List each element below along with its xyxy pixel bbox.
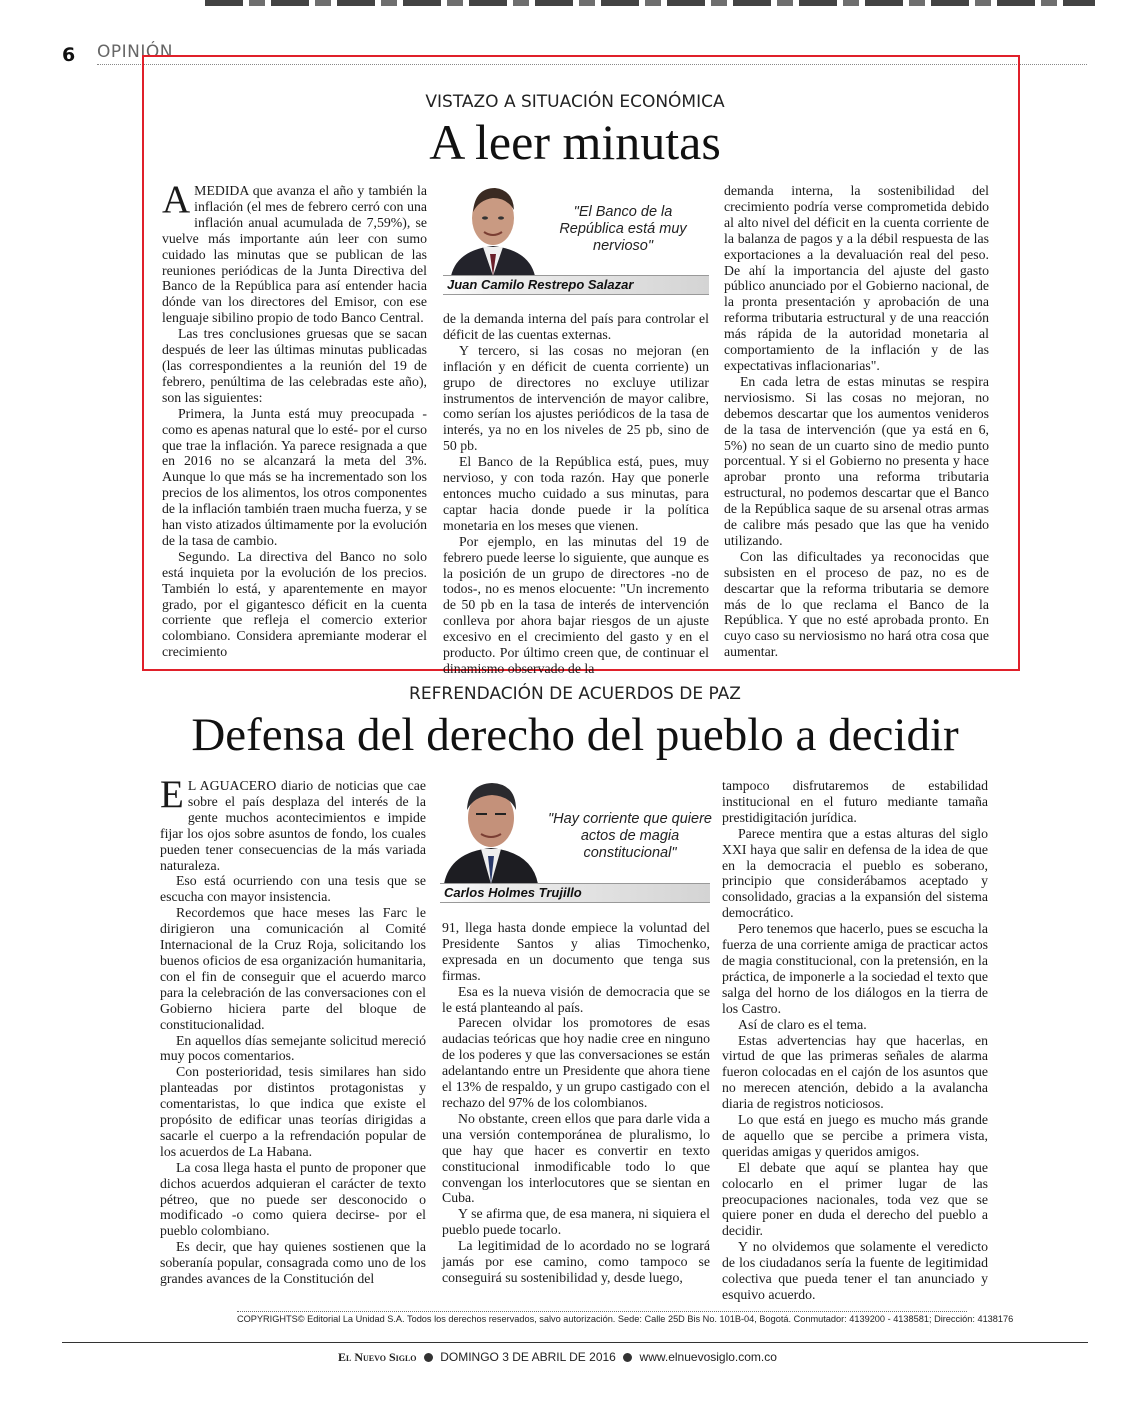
paragraph: El Banco de la República está, pues, muy nervioso, y con toda razón. Hay que ponerle entonces mucho cuidado a sus minutas, para captar hacia donde puede ir la política monetaria en los meses que vienen. — [443, 454, 709, 533]
article2-pull-quote: "Hay corriente que quiere actos de magia constitucional" — [548, 811, 712, 861]
paragraph: 91, llega hasta donde empiece la voluntad del Presidente Santos y alias Timochenko, expresada en un documento que tenga sus firmas. — [442, 920, 710, 983]
paragraph: En aquellos días semejante solicitud mereció muy pocos comentarios. — [160, 1032, 426, 1064]
bullet-icon — [424, 1353, 433, 1362]
previous-page-strip — [205, 0, 1095, 6]
website-url[interactable]: www.elnuevosiglo.com.co — [639, 1350, 777, 1364]
article1-dropcap: A — [162, 178, 191, 221]
paragraph: tampoco disfrutaremos de estabilidad institucional en el futuro mediante tamaña prestidigitación jurídica. — [722, 778, 988, 825]
paragraph: Parece mentira que a estas alturas del siglo XXI haya que salir en defensa de la idea de que en la democracia el pueblo es soberano, principio que considerábamos aceptado y consolidado, gracias a la expansión del sistema democrático. — [722, 825, 988, 921]
article2-dropcap: E — [160, 773, 184, 816]
paragraph: Eso está ocurriendo con una tesis que se escucha con mayor insistencia. — [160, 873, 426, 905]
bullet-icon — [623, 1353, 632, 1362]
paragraph: No obstante, creen ellos que para darle vida a una versión contemporánea de pluralismo, lo que hay que hacer es convertir en texto constitucional inmodificable todo lo que convengan los interlocutores que se sientan en Cuba. — [442, 1110, 710, 1206]
paragraph: MEDIDA que avanza el año y también la inflación (el mes de febrero cerró con una inflación anual acumulada de 7,59%), se vuelve más importante aún leer con sumo cuidado las minutas que se publican de las reuniones periódicas de la Junta Directiva del Banco de la República para así entender hacia dónde van los directores del Emisor, con ese lenguaje sibilino propio de todo Banco Central. — [162, 183, 427, 326]
author-photo-restrepo — [443, 176, 543, 276]
author-photo-holmes — [440, 772, 542, 884]
paragraph: Primera, la Junta está muy preocupada -como es apenas natural que lo esté- por el curso que trae la inflación. Ya parece resignada a que en 2016 no se alcanzará la meta del 3%. Aunque lo que más se ha incrementado son los precios de los alimentos, los otros componentes de la inflación también traen mucha fuerza, y se han visto atizados últimamente por la evolución de la tasa de cambio. — [162, 405, 427, 548]
paragraph: Así de claro es el tema. — [738, 1016, 867, 1032]
page-footer — [338, 1350, 777, 1365]
copyright-notice: COPYRIGHTS© Editorial La Unidad S.A. Todos los derechos reservados, salvo autorización. Sede: Calle 25D Bis No. 101B-04, Bogotá. Conmutador: 4139200 - 4138581; Dirección: 4138176 — [237, 1311, 967, 1324]
paragraph: Estas advertencias hay que hacerlas, en virtud de que las primeras señales de alarma fueron colocadas en el cajón de los asuntos que no merecen atención, debido a la avalancha diaria de registros noticiosos. — [722, 1032, 988, 1112]
article1-pull-quote: "El Banco de la República está muy nervioso" — [559, 204, 687, 254]
paragraph: Recordemos que hace meses las Farc le dirigieron una comunicación al Comité Internacional de la Cruz Roja, solicitando los buenos oficios de esa organización humanitaria, con el fin de conseguir que el acuerdo marco para la celebración de las conversaciones con el Gobierno hiciera parte del bloque de constitucionalidad. — [160, 905, 426, 1032]
page-number: 6 — [62, 44, 76, 66]
article1-column-3 — [724, 183, 989, 660]
paragraph: La legitimidad de lo acordado no se logrará jamás por ese camino, como tampoco se conseguirá su sostenibilidad y, desde luego, — [442, 1238, 710, 1285]
article1-headline: A leer minutas — [429, 114, 721, 170]
paragraph: de la demanda interna del país para controlar el déficit de las cuentas externas. — [443, 311, 709, 342]
footer-divider — [62, 1342, 1088, 1343]
article2-column-2 — [442, 920, 710, 1286]
paragraph: El debate que aquí se plantea hay que colocarlo en el primer lugar de las preocupaciones nacionales, toda vez que se quiere poner en duda el derecho del pueblo a decidir. — [722, 1159, 988, 1239]
paragraph: Las tres conclusiones gruesas que se sacan después de leer las últimas minutas publicadas (las correspondientes a la reunión del 19 de febrero, penúltima de las celebradas este año), son las siguientes: — [162, 326, 427, 405]
issue-date: DOMINGO 3 DE ABRIL DE 2016 — [440, 1350, 616, 1364]
paragraph: Esa es la nueva visión de democracia que se le está planteando al país. — [442, 983, 710, 1015]
paragraph: Pero tenemos que hacerlo, pues se escucha la fuerza de una corriente amiga de practicar actos de magia constitucional, con la pretensión, en la práctica, de imponerle a la sociedad el texto que salga del horno de los diálogos en la tierra de los Castro. — [722, 921, 988, 1016]
article1-byline: Juan Camilo Restrepo Salazar — [443, 275, 709, 295]
article1-kicker: VISTAZO A SITUACIÓN ECONÓMICA — [425, 92, 725, 112]
article2-column-3 — [722, 778, 988, 1303]
paragraph: Con posterioridad, tesis similares han sido planteadas por distintos protagonistas y comentaristas, lo que indica que existe el propósito de edificar unas teorías dirigidas a sacarle el cuerpo a la refrendación popular de los acuerdos de La Habana. — [160, 1064, 426, 1159]
paragraph: En cada letra de estas minutas se respira nerviosismo. Si las cosas no mejoran, no debemos descartar que los aumentos venideros de la tasa de intervención (que ya está en 6, 5%) no sean de un cuarto sino de medio punto porcentual. Y si el Gobierno no presenta y hace aprobar pronto una reforma tributaria estructural, no podemos descartar que el Banco de la República saque de su arsenal otras armas de calibre más pesado que las que ha venido utilizando. — [724, 373, 989, 548]
paragraph: Y no olvidemos que solamente el veredicto de los ciudadanos sería la fuente de legitimidad colectiva que pueda tener el tan anunciado y esquivo acuerdo. — [722, 1239, 988, 1302]
paragraph: Y tercero, si las cosas no mejoran (en inflación y en déficit de cuenta corriente) un grupo de directores no excluye utilizar instrumentos de intervención de mayor calibre, como serían los ajustes periódicos de la tasa de interés, ya no en los niveles de 25 pb, sino de 50 pb. — [443, 342, 709, 454]
paragraph: demanda interna, la sostenibilidad del crecimiento podría verse comprometida debido al alto nivel del déficit en la cuenta corriente de la balanza de pagos y a la débil respuesta de las exportaciones a la devaluación real del peso. De ahí la importancia del ajuste del gasto público anunciado por el Gobierno nacional, de la pronta presentación y aprobación de una reforma tributaria estructural y de una reacción más rápida de la autoridad monetaria al comportamiento de la inflación y de las expectativas inflacionarias". — [724, 183, 989, 373]
article1-column-1 — [162, 178, 427, 660]
paragraph: Es decir, que hay quienes sostienen que la soberanía popular, consagrada como uno de los grandes avances de la Constitución del — [160, 1239, 426, 1287]
paragraph: Segundo. La directiva del Banco no solo está inquieta por la evolución de los precios. También lo está, y aparentemente en mayor grado, por el gigantesco déficit en la cuenta corriente que refleja el comercio exterior colombiano. Considera apremiante moderar el crecimiento — [162, 548, 427, 660]
paragraph: Por ejemplo, en las minutas del 19 de febrero puede leerse lo siguiente, que aunque es la posición de un grupo de directores -no de todos-, no es menos elocuente: "Un incremento de 50 pb en la tasa de interés de intervención conlleva por ahora bajar riesgos de un ajuste excesivo en el crecimiento del gasto y en el producto. Por último creen que, de continuar el dinamismo observado de la — [443, 533, 709, 676]
section-label: OPINIÓN — [97, 42, 173, 62]
article2-kicker: REFRENDACIÓN DE ACUERDOS DE PAZ — [409, 684, 741, 704]
article2-headline: Defensa del derecho del pueblo a decidir — [191, 709, 959, 761]
paragraph: Parecen olvidar los promotores de esas audacias teóricas que hoy nadie cree en ninguno de los poderes y que las conversaciones se están adelantando entre un Presidente que ahora tiene el 13% de respaldo, y un grupo castigado con el rechazo del 97% de los colombianos. — [442, 1015, 710, 1110]
article2-byline: Carlos Holmes Trujillo — [440, 883, 710, 903]
article2-column-1 — [160, 773, 426, 1287]
newspaper-name: El Nuevo Siglo — [338, 1350, 417, 1364]
paragraph: La cosa llega hasta el punto de proponer que dichos acuerdos adquieran el carácter de texto pétreo, que no puede ser desconocido o modificado -o como quiera decirse- por el pueblo colombiano. — [160, 1159, 426, 1239]
paragraph: Lo que está en juego es mucho más grande de aquello que se percibe a primera vista, queridas amigas y queridos amigos. — [722, 1112, 988, 1159]
paragraph: Y se afirma que, de esa manera, ni siquiera el pueblo puede tocarlo. — [442, 1206, 710, 1238]
paragraph: Con las dificultades ya reconocidas que subsisten en el proceso de paz, no es de descartar que la reforma tributaria se demore más de lo que reclama el Banco de la República. Y que no esté aprobada pronto. En cuyo caso su nerviosismo no hará otra cosa que aumentar. — [724, 548, 989, 660]
article1-column-2 — [443, 311, 709, 677]
paragraph: L AGUACERO diario de noticias que cae sobre el país desplaza del interés de la gente muchos acontecimientos e impide fijar los ojos sobre asuntos de fondo, los cuales pueden tener consecuencias de la más variada naturaleza. — [160, 778, 426, 873]
